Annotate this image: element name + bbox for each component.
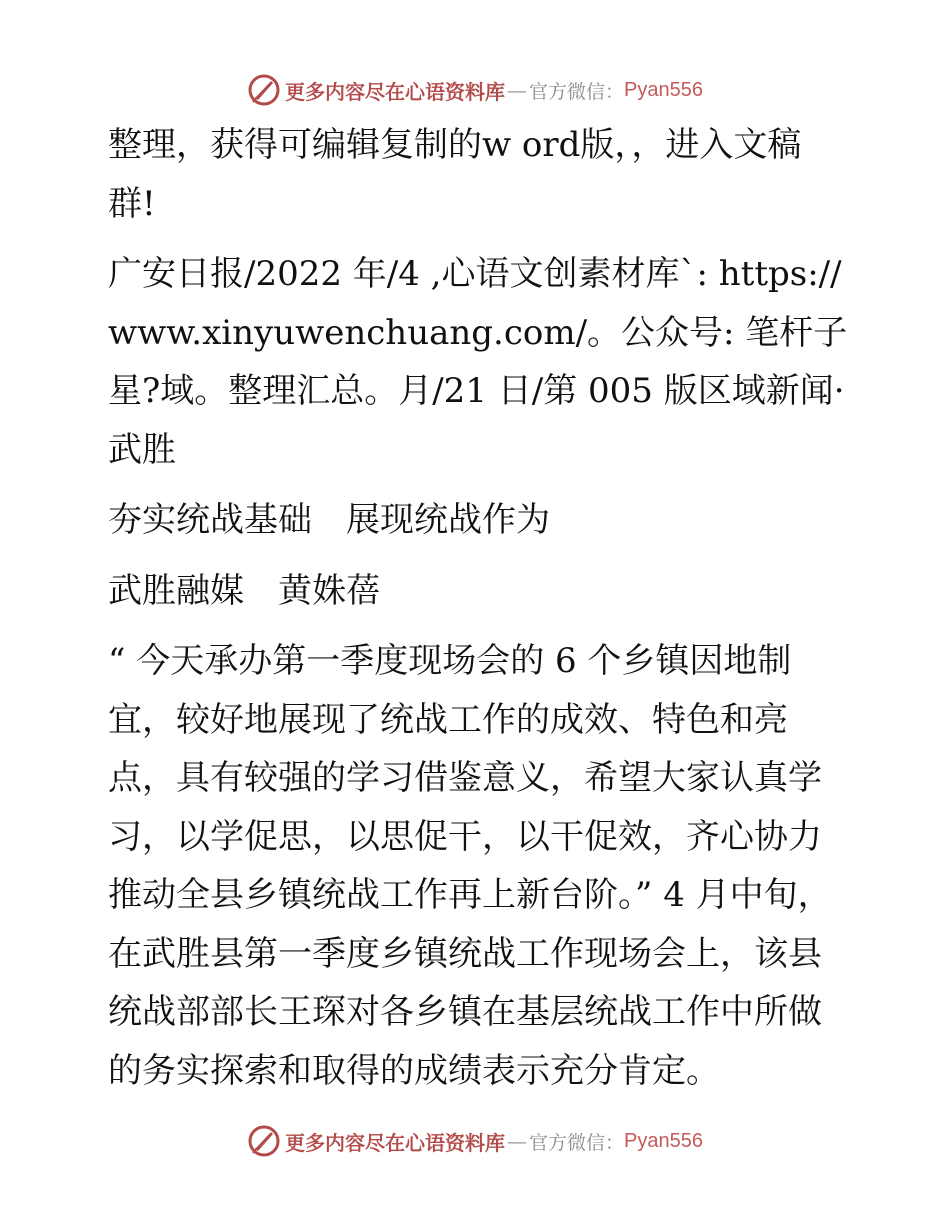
source-paragraph: 广安日报/2022 年/4 ,心语文创素材库`: https://www.xinyuwenchuang.com/。公众号: 笔杆子星?域。整理汇总。月/21 日/第 005 版区域新闻· 武胜 <box>108 254 848 470</box>
document-body <box>96 116 848 1100</box>
intro-paragraph: 整理，获得可编辑复制的w ord版，，进入文稿群! <box>108 125 802 224</box>
footer-watermark-banner <box>0 1123 950 1159</box>
banner-wechat-label: 官方微信： <box>529 1131 625 1154</box>
banner-site-text: 更多内容尽在心语资料库 <box>285 79 505 104</box>
banner-wechat-label: 官方微信： <box>529 80 625 103</box>
article-title: 夯实统战基础 展现统战作为 <box>108 500 550 540</box>
header-watermark-banner <box>0 72 950 108</box>
banner-wechat-id: Pyan556 <box>624 1129 703 1152</box>
banner-site-text: 更多内容尽在心语资料库 <box>285 1130 505 1155</box>
banner-dash: — <box>507 78 527 102</box>
article-byline: 武胜融媒 黄姝蓓 <box>108 570 380 611</box>
banner-wechat-id: Pyan556 <box>624 78 703 101</box>
quill-logo-icon <box>247 1124 281 1158</box>
quill-logo-icon <box>247 73 281 107</box>
article-body-paragraph: “ 今天承办第一季度现场会的 6 个乡镇因地制宜，较好地展现了统战工作的成效、特色和亮点，具有较强的学习借鉴意义，希望大家认真学习，以学促思，以思促干，以干促效，齐心协力推动全县乡镇统战工作再上新台阶。” 4 月中旬，在武胜县第一季度乡镇统战工作现场会上，该县统战部部长王琛对各乡镇在基层统战工作中所做的务实探索和取得的成绩表示充分肯定。 <box>108 641 832 1091</box>
banner-dash: — <box>507 1129 527 1153</box>
